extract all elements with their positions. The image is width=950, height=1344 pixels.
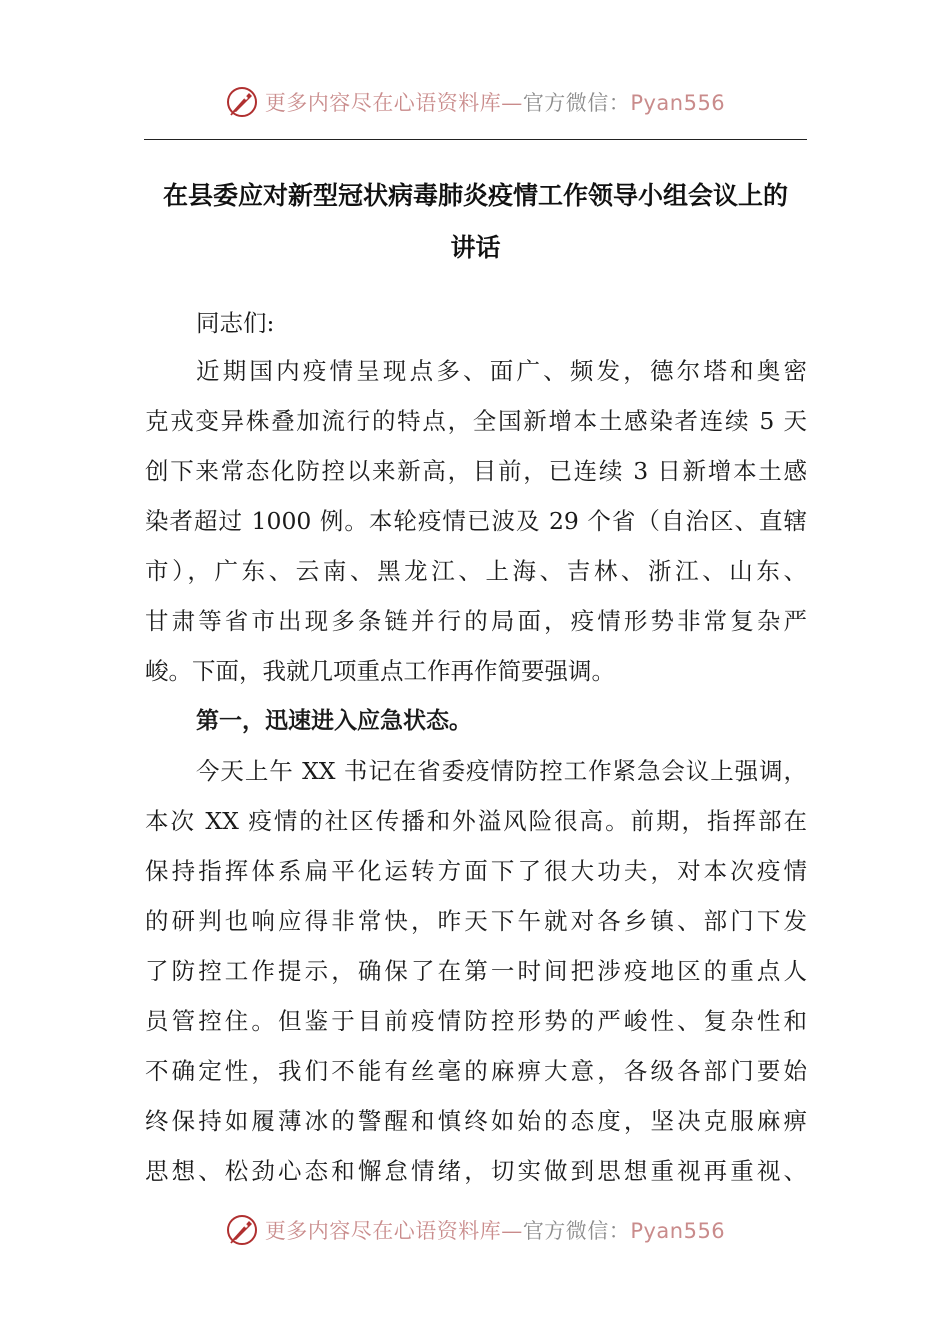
paragraph-2-line: 今天上午 XX 书记在省委疫情防控工作紧急会议上强调， xyxy=(196,757,807,785)
paragraph-2-line: 保持指挥体系扁平化运转方面下了很大功夫，对本次疫情 xyxy=(145,857,807,885)
header-divider xyxy=(144,139,807,140)
paragraph-1-line: 染者超过 1000 例。本轮疫情已波及 29 个省（自治区、直辖 xyxy=(145,507,807,535)
watermark-main-text: 更多内容尽在心语资料库— xyxy=(264,1219,523,1243)
paragraph-2-line: 不确定性，我们不能有丝毫的麻痹大意，各级各部门要始 xyxy=(145,1057,807,1085)
watermark-id: Pyan556 xyxy=(630,1219,726,1243)
paragraph-1-line: 峻。下面，我就几项重点工作再作简要强调。 xyxy=(145,657,615,685)
paragraph-2-line: 终保持如履薄冰的警醒和慎终如始的态度，坚决克服麻痹 xyxy=(145,1107,807,1135)
watermark-label: 官方微信： xyxy=(522,1219,631,1243)
document-title-line-1: 在县委应对新型冠状病毒肺炎疫情工作领导小组会议上的 xyxy=(162,181,788,210)
quill-pen-circle-icon xyxy=(225,1213,259,1247)
bottom-watermark-banner xyxy=(0,1208,950,1252)
paragraph-1-line: 市），广东、云南、黑龙江、上海、吉林、浙江、山东、 xyxy=(145,557,807,585)
paragraph-2-line: 了防控工作提示，确保了在第一时间把涉疫地区的重点人 xyxy=(145,957,807,985)
paragraph-2-line: 员管控住。但鉴于目前疫情防控形势的严峻性、复杂性和 xyxy=(145,1007,807,1035)
watermark-label: 官方微信： xyxy=(522,91,631,115)
paragraph-1-line: 创下来常态化防控以来新高，目前，已连续 3 日新增本土感 xyxy=(145,457,807,485)
watermark-text xyxy=(265,87,725,117)
paragraph-2-line: 的研判也响应得非常快，昨天下午就对各乡镇、部门下发 xyxy=(145,907,807,935)
section-heading-1: 第一，迅速进入应急状态。 xyxy=(196,708,472,734)
quill-pen-circle-icon xyxy=(225,85,259,119)
paragraph-2-line: 本次 XX 疫情的社区传播和外溢风险很高。前期，指挥部在 xyxy=(145,807,807,835)
document-title-line-2: 讲话 xyxy=(450,233,501,262)
watermark-text xyxy=(265,1215,725,1245)
watermark-main-text: 更多内容尽在心语资料库— xyxy=(264,91,523,115)
watermark-id: Pyan556 xyxy=(630,91,726,115)
greeting: 同志们: xyxy=(196,309,275,337)
paragraph-1-line: 甘肃等省市出现多条链并行的局面，疫情形势非常复杂严 xyxy=(145,607,807,635)
paragraph-2-line: 思想、松劲心态和懈怠情绪，切实做到思想重视再重视、 xyxy=(145,1157,807,1185)
paragraph-1-line: 近期国内疫情呈现点多、面广、频发，德尔塔和奥密 xyxy=(196,357,807,385)
top-watermark-banner xyxy=(0,80,950,124)
paragraph-1-line: 克戎变异株叠加流行的特点，全国新增本土感染者连续 5 天 xyxy=(145,407,807,435)
